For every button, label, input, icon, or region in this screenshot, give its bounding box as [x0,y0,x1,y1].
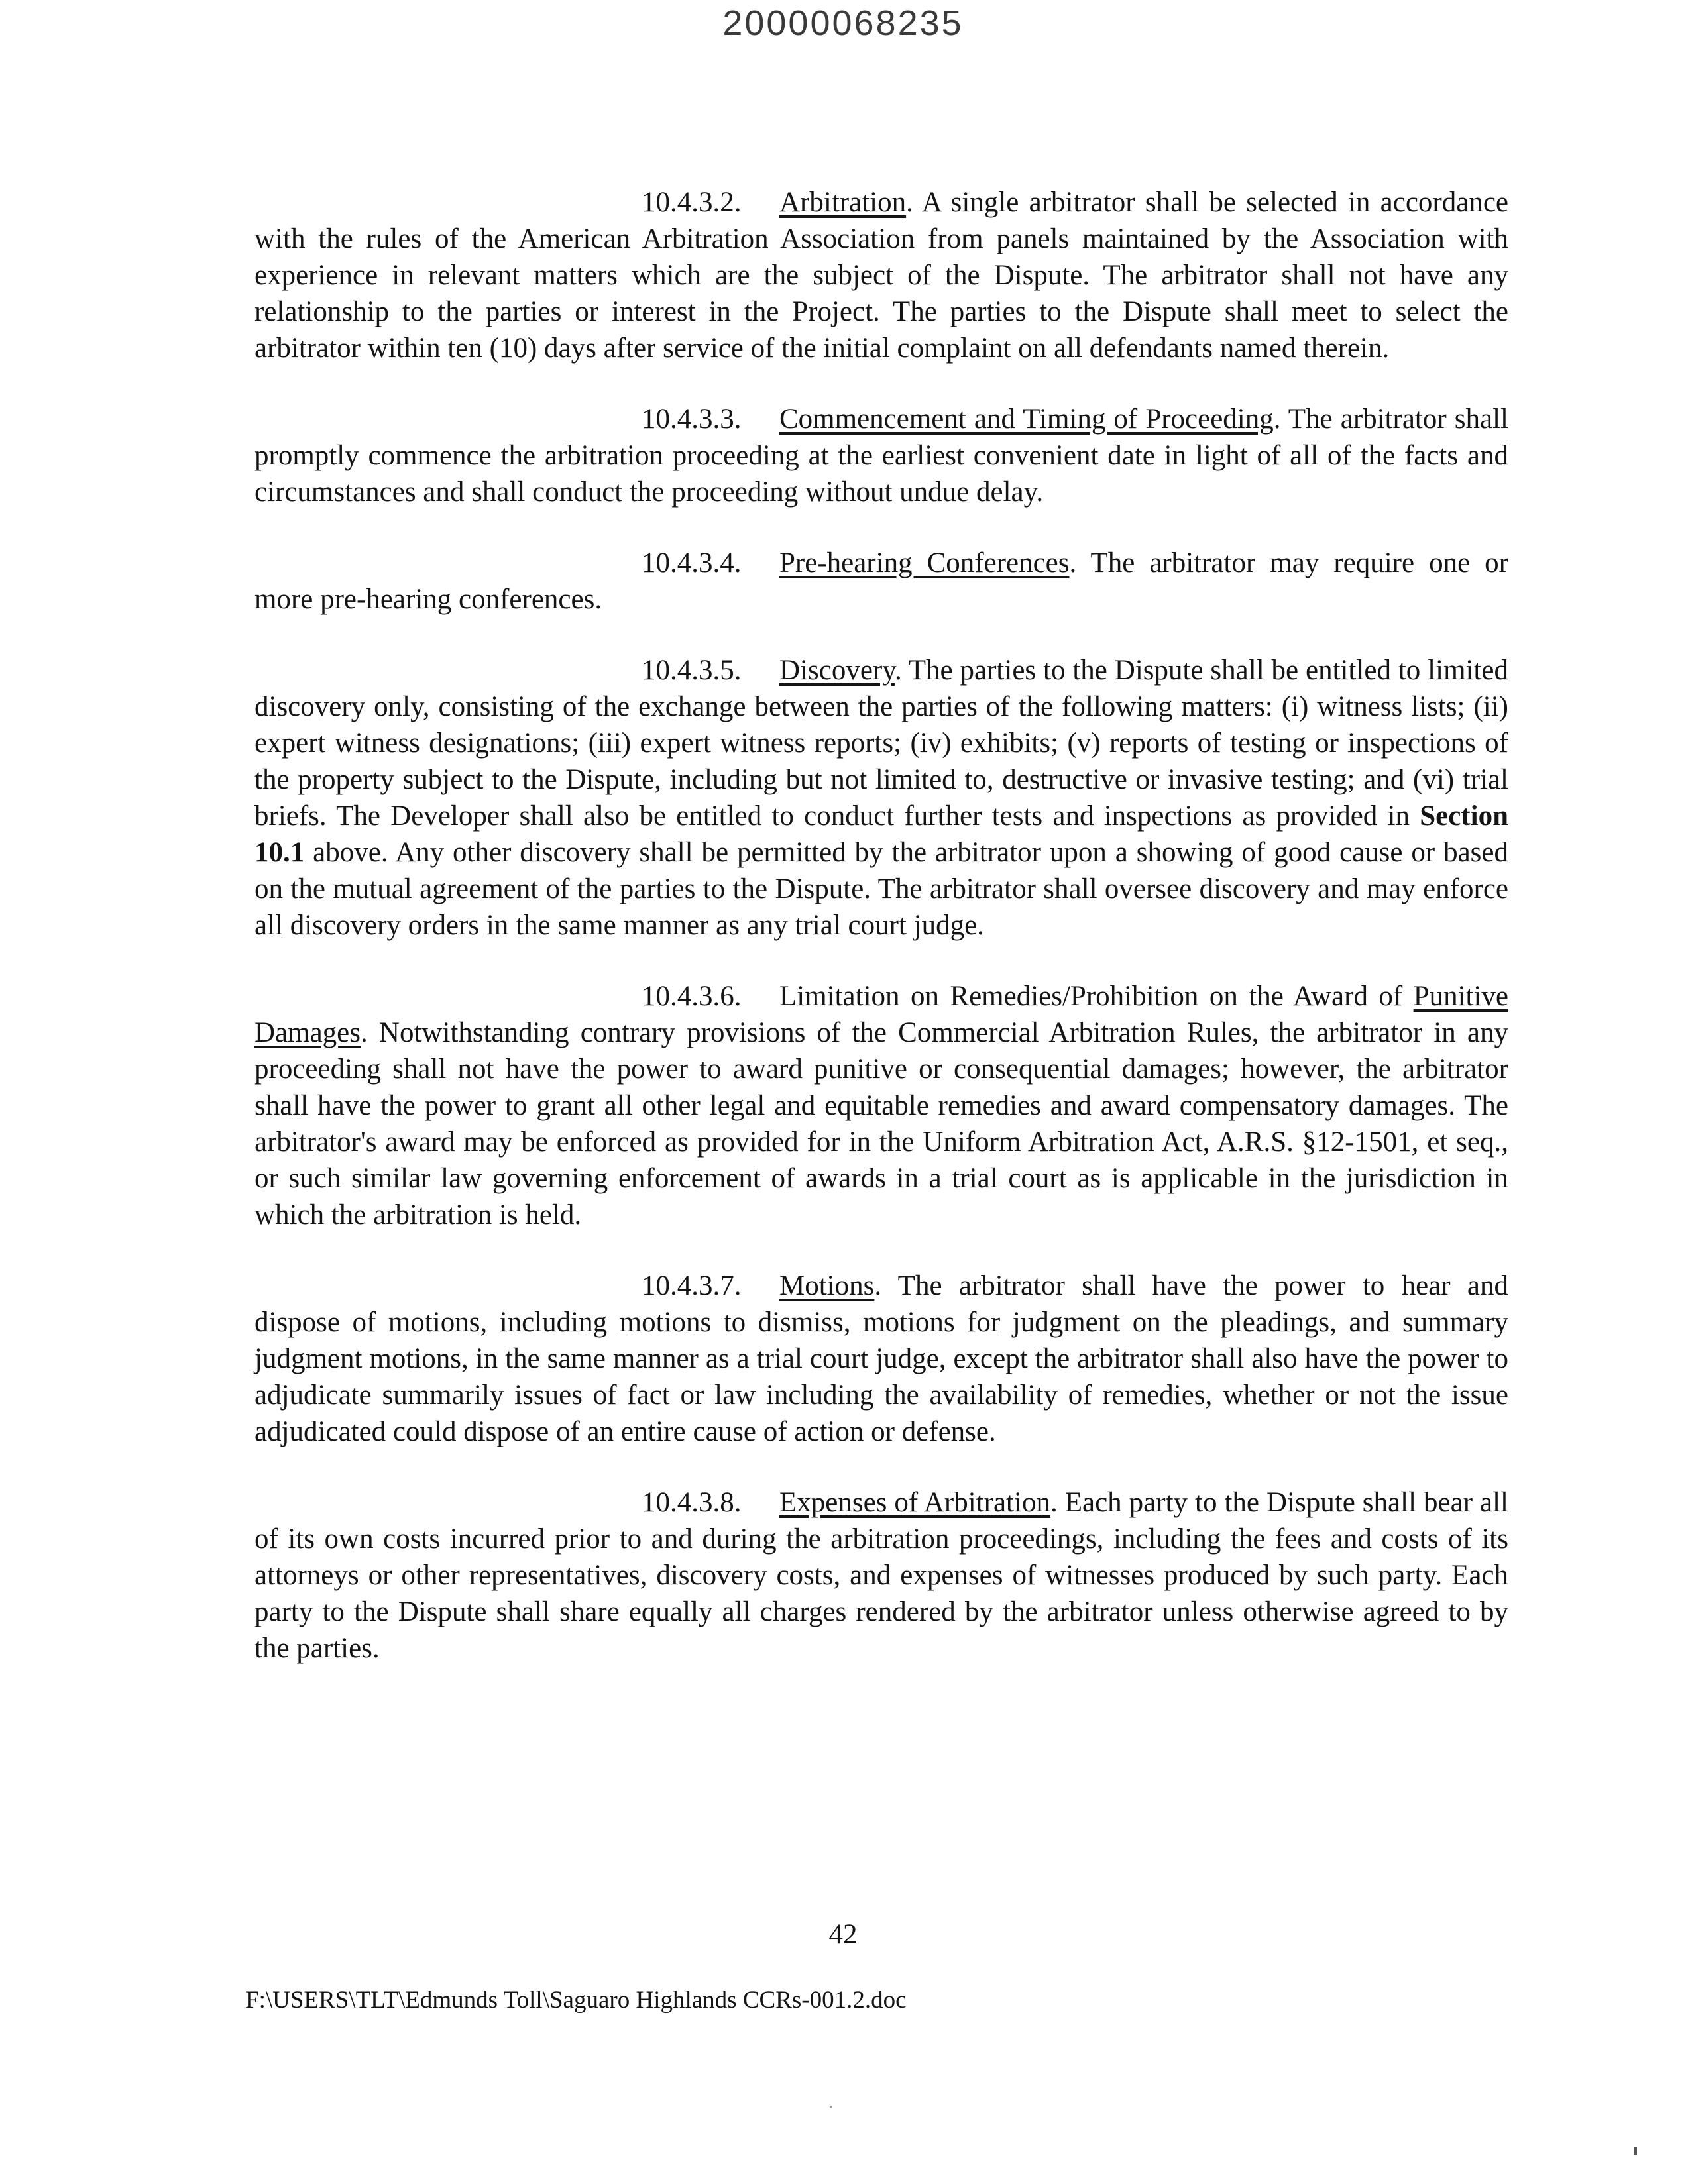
file-path: F:\USERS\TLT\Edmunds Toll\Saguaro Highlands CCRs-001.2.doc [245,1987,907,2014]
document-id: 20000068235 [722,3,964,43]
section-text: Each party to the Dispute shall bear all of its own costs incurred prior to and during the arbitration proceedings, including the fees and costs of its attorneys or other representatives, discovery costs, and expenses of witnesses produced by such party. Each party to the Dispute shall share equally all charges rendered by the arbitrator unless otherwise agreed to by the parties. [254,1487,1509,1664]
section-reference: Section 10.1 [254,800,1508,868]
section-number: 10.4.3.3. [642,404,742,435]
scan-speck [830,2106,832,2108]
title-period: . [1050,1487,1058,1518]
title-period: . [906,187,913,218]
title-period: . [894,655,902,686]
section-text: The arbitrator shall have the power to hear and dispose of motions, including motions to dismiss, motions for judgment on the pleadings, and summary judgment motions, in the same manner as a trial court judge, except the arbitrator shall also have the power to adjudicate summarily issues of fact or law including the availability of remedies, whether or not the issue adjudicated could dispose of an entire cause of action or defense. [254,1270,1508,1447]
title-period: . [361,1017,368,1048]
section-title: Pre-hearing Conferences [779,547,1070,578]
section-text: A single arbitrator shall be selected in accordance with the rules of the American Arbitration Association from panels maintained by the Association with experience in relevant matters which are the subject of the Dispute. The arbitrator shall not have any relationship to the parties or interest in the Project. The parties to the Dispute shall meet to select the arbitrator within ten (10) days after service of the initial complaint on all defendants named therein. [254,187,1508,364]
section-title: Punitive Damages [254,981,1508,1048]
section-number: 10.4.3.6. [642,981,742,1012]
title-period: . [1069,547,1077,578]
section-text: The parties to the Dispute shall be entitled to limited discovery only, consisting of the exchange between the parties of the following matters: (i) witness lists; (ii) expert witness designations; (iii) expert witness reports; (iv) exhibits; (v) reports of testing or inspections of the property subject to the Dispute, including but not limited to, destructive or invasive testing; and (vi) trial briefs. The Developer shall also be entitled to conduct further tests and inspections as provided in [254,655,1508,832]
section-text: The arbitrator shall promptly commence the arbitration proceeding at the earliest convenient date in light of all of the facts and circumstances and shall conduct the proceeding without undue delay. [254,404,1508,508]
scan-speck [1634,2147,1637,2155]
section-title: Discovery [779,655,895,686]
title-period: . [1273,404,1281,435]
section-title: Arbitration [779,187,907,218]
section-10-4-3-3 [254,401,1508,510]
section-number: 10.4.3.7. [642,1270,742,1301]
section-title: Motions [779,1270,875,1301]
section-number: 10.4.3.2. [642,187,742,218]
document-body [254,184,1508,1701]
section-text-continued: above. Any other discovery shall be permitted by the arbitrator upon a showing of good cause or based on the mutual agreement of the parties to the Dispute. The arbitrator shall oversee discovery and may enforce all discovery orders in the same manner as any trial court judge. [254,837,1508,941]
section-number: 10.4.3.4. [642,547,742,578]
section-text: The arbitrator may require one or more pre-hearing conferences. [254,547,1508,615]
section-10-4-3-8 [254,1484,1508,1666]
section-number: 10.4.3.8. [642,1487,742,1518]
section-10-4-3-7 [254,1268,1508,1450]
title-period: . [874,1270,882,1301]
page-number: 42 [828,1919,858,1950]
section-title: Commencement and Timing of Proceeding [779,404,1274,435]
section-10-4-3-6 [254,978,1508,1233]
section-10-4-3-5 [254,652,1508,944]
section-text: Notwithstanding contrary provisions of the Commercial Arbitration Rules, the arbitrator in any proceeding shall not have the power to award punitive or consequential damages; however, the arbitrator shall have the power to grant all other legal and equitable remedies and award compensatory damages. The arbitrator's award may be enforced as provided for in the Uniform Arbitration Act, A.R.S. §12-1501, et seq., or such similar law governing enforcement of awards in a trial court as is applicable in the jurisdiction in which the arbitration is held. [254,1017,1508,1230]
section-title-plain: Limitation on Remedies/Prohibition on the Award of [779,981,1414,1012]
section-number: 10.4.3.5. [642,655,742,686]
section-title: Expenses of Arbitration [779,1487,1050,1518]
section-10-4-3-2 [254,184,1508,366]
section-10-4-3-4 [254,545,1508,618]
